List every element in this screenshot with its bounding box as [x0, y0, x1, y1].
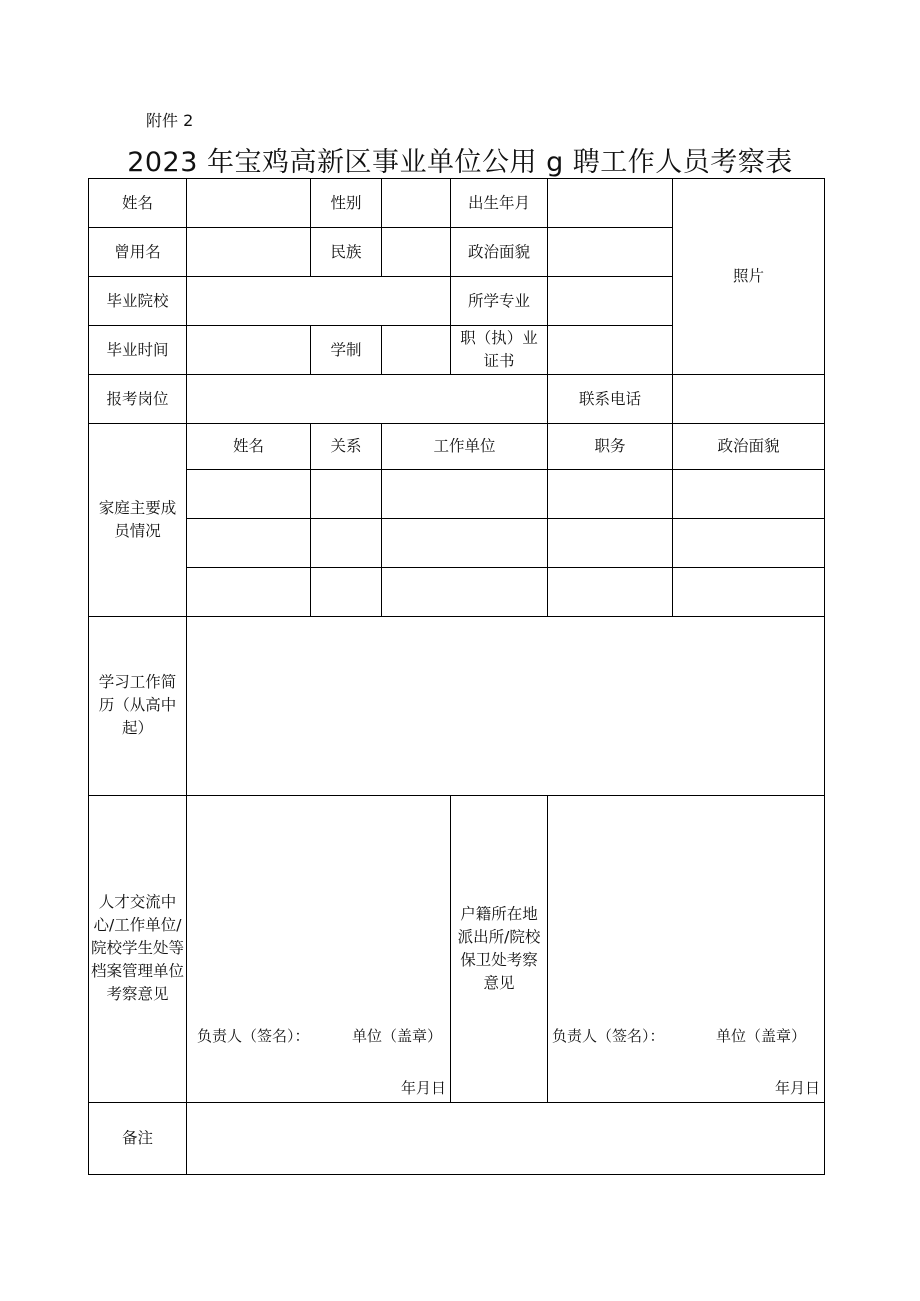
date-label: 年月日 [774, 1078, 820, 1097]
date-label: 年月日 [400, 1078, 446, 1097]
family-cell[interactable] [548, 568, 673, 617]
family-col-duty: 职务 [548, 424, 673, 470]
ethnicity-label: 民族 [311, 228, 382, 277]
birth-field[interactable] [548, 179, 673, 228]
family-cell[interactable] [673, 470, 825, 519]
remarks-label: 备注 [89, 1102, 187, 1174]
grad-time-field[interactable] [187, 326, 311, 375]
table-row [89, 470, 825, 519]
review-right-field[interactable] [548, 795, 825, 1102]
former-name-label: 曾用名 [89, 228, 187, 277]
phone-label: 联系电话 [548, 375, 673, 424]
family-cell[interactable] [187, 568, 311, 617]
family-col-relation: 关系 [311, 424, 382, 470]
resume-field[interactable] [187, 617, 825, 795]
birth-label: 出生年月 [451, 179, 548, 228]
family-col-political: 政治面貌 [673, 424, 825, 470]
family-cell[interactable] [311, 519, 382, 568]
family-cell[interactable] [187, 470, 311, 519]
schooling-field[interactable] [382, 326, 451, 375]
attachment-label: 附件 2 [146, 111, 194, 130]
position-label: 报考岗位 [89, 375, 187, 424]
table-row [89, 568, 825, 617]
signer-label: 负责人（签名）： [552, 1026, 665, 1045]
position-field[interactable] [187, 375, 548, 424]
page-title: 2023 年宝鸡高新区事业单位公用 g 聘工作人员考察表 [127, 147, 793, 178]
family-label: 家庭主要成员情况 [89, 424, 187, 617]
family-col-workplace: 工作单位 [382, 424, 548, 470]
family-cell[interactable] [187, 519, 311, 568]
assessment-form [88, 178, 825, 1175]
signature-line [197, 1025, 442, 1048]
major-field[interactable] [548, 277, 673, 326]
ethnicity-field[interactable] [382, 228, 451, 277]
photo-box[interactable]: 照片 [673, 179, 825, 375]
family-cell[interactable] [548, 470, 673, 519]
family-cell[interactable] [548, 519, 673, 568]
unit-stamp-label: 单位（盖章） [351, 1026, 442, 1045]
signer-label: 负责人（签名）： [197, 1026, 310, 1045]
name-field[interactable] [187, 179, 311, 228]
family-cell[interactable] [673, 519, 825, 568]
gender-field[interactable] [382, 179, 451, 228]
family-cell[interactable] [311, 568, 382, 617]
political-label: 政治面貌 [451, 228, 548, 277]
school-label: 毕业院校 [89, 277, 187, 326]
family-cell[interactable] [382, 470, 548, 519]
school-field[interactable] [187, 277, 451, 326]
table-row [89, 519, 825, 568]
review-left-field[interactable] [187, 795, 451, 1102]
former-name-field[interactable] [187, 228, 311, 277]
family-cell[interactable] [311, 470, 382, 519]
cert-field[interactable] [548, 326, 673, 375]
review-left-label: 人才交流中心/工作单位/院校学生处等档案管理单位考察意见 [89, 795, 187, 1102]
schooling-label: 学制 [311, 326, 382, 375]
grad-time-label: 毕业时间 [89, 326, 187, 375]
major-label: 所学专业 [451, 277, 548, 326]
gender-label: 性别 [311, 179, 382, 228]
resume-label: 学习工作简历（从高中起） [89, 617, 187, 795]
remarks-field[interactable] [187, 1102, 825, 1174]
unit-stamp-label: 单位（盖章） [715, 1026, 806, 1045]
review-mid-label: 户籍所在地派出所/院校保卫处考察意见 [451, 795, 548, 1102]
signature-line [552, 1025, 806, 1048]
phone-field[interactable] [673, 375, 825, 424]
family-cell[interactable] [382, 519, 548, 568]
cert-label: 职（执）业证书 [451, 326, 548, 375]
family-cell[interactable] [382, 568, 548, 617]
name-label: 姓名 [89, 179, 187, 228]
family-cell[interactable] [673, 568, 825, 617]
political-field[interactable] [548, 228, 673, 277]
family-col-name: 姓名 [187, 424, 311, 470]
